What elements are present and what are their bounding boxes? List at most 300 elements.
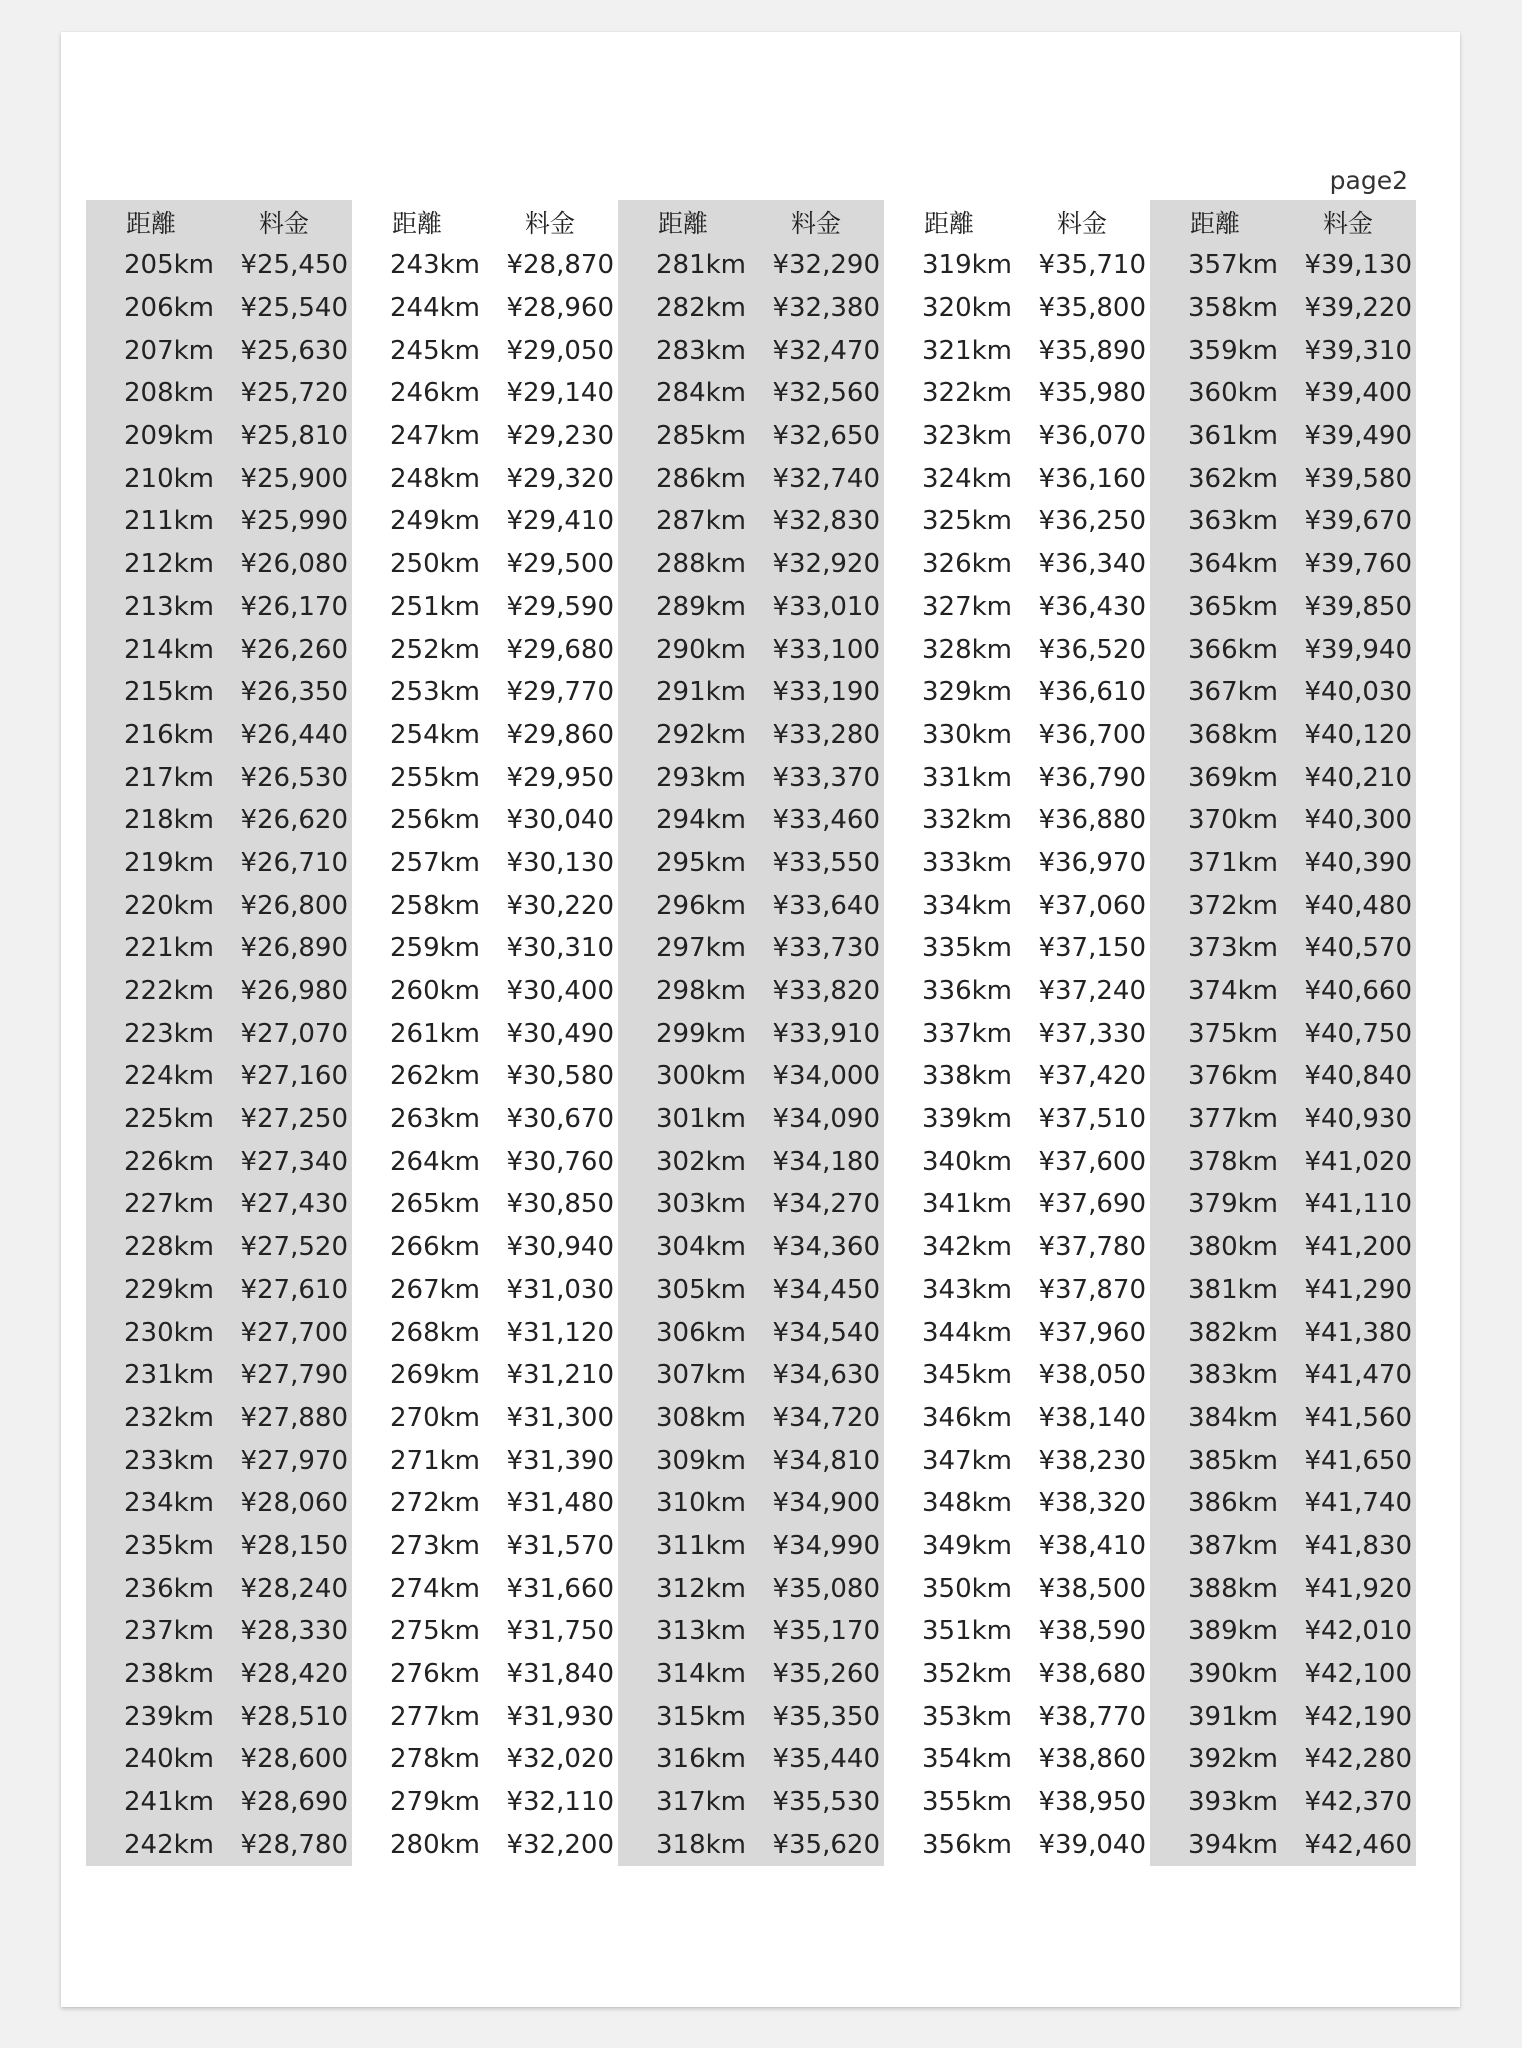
fare-cell: ¥40,930 xyxy=(1304,1104,1412,1135)
distance-cell: 210km xyxy=(123,463,214,494)
distance-cell: 357km xyxy=(1187,250,1278,281)
distance-cell: 270km xyxy=(389,1402,480,1433)
fare-cell: ¥30,310 xyxy=(506,933,614,964)
fare-cell: ¥38,320 xyxy=(1038,1488,1146,1519)
distance-header: 距離 xyxy=(126,209,177,238)
fare-cell: ¥27,610 xyxy=(240,1274,348,1305)
table-row xyxy=(884,884,1150,927)
distance-cell: 324km xyxy=(921,463,1012,494)
distance-cell: 272km xyxy=(389,1488,480,1519)
distance-header: 距離 xyxy=(924,209,975,238)
table-row xyxy=(86,1055,352,1098)
fare-cell: ¥30,400 xyxy=(506,976,614,1007)
table-row xyxy=(884,1183,1150,1226)
distance-cell: 368km xyxy=(1187,719,1278,750)
fare-cell: ¥40,300 xyxy=(1304,805,1412,836)
table-row xyxy=(618,842,884,885)
distance-cell: 228km xyxy=(123,1232,214,1263)
distance-cell: 253km xyxy=(389,677,480,708)
fare-cell: ¥25,450 xyxy=(240,250,348,281)
distance-cell: 303km xyxy=(655,1189,746,1220)
fare-cell: ¥36,430 xyxy=(1038,591,1146,622)
table-row xyxy=(352,1439,618,1482)
table-row xyxy=(618,671,884,714)
fare-cell: ¥35,350 xyxy=(772,1701,880,1732)
distance-cell: 257km xyxy=(389,847,480,878)
table-row xyxy=(618,714,884,757)
table-row xyxy=(618,1781,884,1824)
distance-cell: 356km xyxy=(921,1829,1012,1860)
distance-header: 距離 xyxy=(658,209,709,238)
fare-cell: ¥31,210 xyxy=(506,1360,614,1391)
distance-cell: 333km xyxy=(921,847,1012,878)
fare-cell: ¥41,830 xyxy=(1304,1530,1412,1561)
distance-cell: 361km xyxy=(1187,421,1278,452)
table-row xyxy=(352,1226,618,1269)
table-row xyxy=(1150,1012,1416,1055)
fare-cell: ¥36,340 xyxy=(1038,549,1146,580)
fare-cell: ¥27,520 xyxy=(240,1232,348,1263)
distance-cell: 376km xyxy=(1187,1061,1278,1092)
fare-cell: ¥38,860 xyxy=(1038,1744,1146,1775)
table-row xyxy=(1150,1439,1416,1482)
distance-cell: 217km xyxy=(123,762,214,793)
table-row xyxy=(884,1311,1150,1354)
fare-cell: ¥35,080 xyxy=(772,1573,880,1604)
fare-cell: ¥33,280 xyxy=(772,719,880,750)
fare-cell: ¥34,090 xyxy=(772,1104,880,1135)
fare-cell: ¥31,480 xyxy=(506,1488,614,1519)
distance-cell: 267km xyxy=(389,1274,480,1305)
fare-cell: ¥42,010 xyxy=(1304,1616,1412,1647)
table-row xyxy=(618,1397,884,1440)
fare-cell: ¥41,020 xyxy=(1304,1146,1412,1177)
table-row xyxy=(86,1354,352,1397)
fare-cell: ¥34,000 xyxy=(772,1061,880,1092)
fare-cell: ¥32,020 xyxy=(506,1744,614,1775)
fare-cell: ¥34,630 xyxy=(772,1360,880,1391)
table-row xyxy=(352,415,618,458)
fare-cell: ¥34,180 xyxy=(772,1146,880,1177)
table-row xyxy=(352,1610,618,1653)
distance-cell: 367km xyxy=(1187,677,1278,708)
table-row xyxy=(884,1140,1150,1183)
table-row xyxy=(618,415,884,458)
fare-cell: ¥28,510 xyxy=(240,1701,348,1732)
distance-cell: 283km xyxy=(655,335,746,366)
distance-cell: 216km xyxy=(123,719,214,750)
table-row xyxy=(884,1354,1150,1397)
table-row xyxy=(86,970,352,1013)
distance-cell: 261km xyxy=(389,1018,480,1049)
fare-cell: ¥38,230 xyxy=(1038,1445,1146,1476)
fare-cell: ¥35,440 xyxy=(772,1744,880,1775)
fare-cell: ¥28,960 xyxy=(506,293,614,324)
table-row xyxy=(884,1610,1150,1653)
distance-cell: 255km xyxy=(389,762,480,793)
fare-cell: ¥27,250 xyxy=(240,1104,348,1135)
distance-cell: 342km xyxy=(921,1232,1012,1263)
fare-cell: ¥32,830 xyxy=(772,506,880,537)
distance-cell: 281km xyxy=(655,250,746,281)
table-row xyxy=(86,244,352,287)
distance-cell: 366km xyxy=(1187,634,1278,665)
distance-cell: 223km xyxy=(123,1018,214,1049)
table-row xyxy=(1150,628,1416,671)
table-row xyxy=(1150,1738,1416,1781)
table-row xyxy=(86,287,352,330)
table-row xyxy=(86,756,352,799)
table-row xyxy=(352,671,618,714)
fare-cell: ¥41,290 xyxy=(1304,1274,1412,1305)
fare-cell: ¥27,700 xyxy=(240,1317,348,1348)
table-row xyxy=(884,628,1150,671)
distance-cell: 334km xyxy=(921,890,1012,921)
distance-cell: 207km xyxy=(123,335,214,366)
distance-cell: 306km xyxy=(655,1317,746,1348)
table-row xyxy=(352,1781,618,1824)
table-row xyxy=(618,1567,884,1610)
table-row xyxy=(884,586,1150,629)
fare-cell: ¥30,760 xyxy=(506,1146,614,1177)
fare-cell: ¥39,400 xyxy=(1304,378,1412,409)
distance-cell: 293km xyxy=(655,762,746,793)
distance-cell: 242km xyxy=(123,1829,214,1860)
distance-cell: 393km xyxy=(1187,1787,1278,1818)
distance-cell: 383km xyxy=(1187,1360,1278,1391)
fare-cell: ¥36,880 xyxy=(1038,805,1146,836)
table-row xyxy=(884,1439,1150,1482)
fare-cell: ¥30,670 xyxy=(506,1104,614,1135)
fare-cell: ¥41,470 xyxy=(1304,1360,1412,1391)
fare-cell: ¥40,210 xyxy=(1304,762,1412,793)
table-row xyxy=(1150,671,1416,714)
table-row xyxy=(1150,586,1416,629)
table-row xyxy=(884,1823,1150,1866)
distance-cell: 378km xyxy=(1187,1146,1278,1177)
distance-cell: 206km xyxy=(123,293,214,324)
table-row xyxy=(1150,1653,1416,1696)
distance-cell: 246km xyxy=(389,378,480,409)
distance-cell: 323km xyxy=(921,421,1012,452)
distance-cell: 313km xyxy=(655,1616,746,1647)
distance-cell: 279km xyxy=(389,1787,480,1818)
distance-cell: 348km xyxy=(921,1488,1012,1519)
distance-cell: 212km xyxy=(123,549,214,580)
fare-cell: ¥32,650 xyxy=(772,421,880,452)
distance-cell: 363km xyxy=(1187,506,1278,537)
distance-cell: 382km xyxy=(1187,1317,1278,1348)
distance-cell: 219km xyxy=(123,847,214,878)
fare-cell: ¥26,080 xyxy=(240,549,348,580)
distance-header: 距離 xyxy=(1190,209,1241,238)
table-row xyxy=(884,1098,1150,1141)
distance-cell: 319km xyxy=(921,250,1012,281)
distance-cell: 292km xyxy=(655,719,746,750)
fare-cell: ¥31,840 xyxy=(506,1659,614,1690)
distance-cell: 285km xyxy=(655,421,746,452)
distance-cell: 354km xyxy=(921,1744,1012,1775)
fare-cell: ¥37,510 xyxy=(1038,1104,1146,1135)
distance-cell: 311km xyxy=(655,1530,746,1561)
fare-cell: ¥38,950 xyxy=(1038,1787,1146,1818)
distance-cell: 305km xyxy=(655,1274,746,1305)
distance-cell: 351km xyxy=(921,1616,1012,1647)
fare-cell: ¥40,570 xyxy=(1304,933,1412,964)
table-row xyxy=(1150,927,1416,970)
distance-cell: 371km xyxy=(1187,847,1278,878)
fare-cell: ¥27,070 xyxy=(240,1018,348,1049)
distance-cell: 260km xyxy=(389,976,480,1007)
fare-cell: ¥27,970 xyxy=(240,1445,348,1476)
table-row xyxy=(1150,1695,1416,1738)
table-row xyxy=(352,457,618,500)
fare-cell: ¥34,450 xyxy=(772,1274,880,1305)
distance-cell: 322km xyxy=(921,378,1012,409)
table-row xyxy=(352,586,618,629)
fare-cell: ¥31,120 xyxy=(506,1317,614,1348)
fare-cell: ¥41,740 xyxy=(1304,1488,1412,1519)
fare-cell: ¥40,660 xyxy=(1304,976,1412,1007)
distance-cell: 282km xyxy=(655,293,746,324)
table-row xyxy=(884,1482,1150,1525)
table-row xyxy=(884,1055,1150,1098)
table-row xyxy=(1150,1823,1416,1866)
table-row xyxy=(86,329,352,372)
fare-cell: ¥42,370 xyxy=(1304,1787,1412,1818)
distance-cell: 380km xyxy=(1187,1232,1278,1263)
fare-cell: ¥37,780 xyxy=(1038,1232,1146,1263)
table-row xyxy=(1150,1525,1416,1568)
distance-cell: 307km xyxy=(655,1360,746,1391)
distance-cell: 264km xyxy=(389,1146,480,1177)
fare-cell: ¥37,150 xyxy=(1038,933,1146,964)
distance-cell: 346km xyxy=(921,1402,1012,1433)
table-row xyxy=(1150,457,1416,500)
distance-cell: 243km xyxy=(389,250,480,281)
table-row xyxy=(86,1695,352,1738)
table-row xyxy=(352,1823,618,1866)
distance-cell: 244km xyxy=(389,293,480,324)
distance-cell: 251km xyxy=(389,591,480,622)
fare-cell: ¥26,710 xyxy=(240,847,348,878)
distance-cell: 310km xyxy=(655,1488,746,1519)
distance-cell: 278km xyxy=(389,1744,480,1775)
table-row xyxy=(884,714,1150,757)
distance-cell: 238km xyxy=(123,1659,214,1690)
fare-cell: ¥40,120 xyxy=(1304,719,1412,750)
fare-cell: ¥41,380 xyxy=(1304,1317,1412,1348)
table-row xyxy=(884,927,1150,970)
table-row xyxy=(352,1695,618,1738)
table-row xyxy=(86,1226,352,1269)
fare-cell: ¥26,350 xyxy=(240,677,348,708)
fare-cell: ¥29,770 xyxy=(506,677,614,708)
fare-cell: ¥32,200 xyxy=(506,1829,614,1860)
table-row xyxy=(352,927,618,970)
fare-cell: ¥39,670 xyxy=(1304,506,1412,537)
page-number-label: page2 xyxy=(1329,166,1408,195)
table-row xyxy=(86,1397,352,1440)
distance-cell: 245km xyxy=(389,335,480,366)
table-row xyxy=(618,1098,884,1141)
distance-cell: 265km xyxy=(389,1189,480,1220)
distance-cell: 220km xyxy=(123,890,214,921)
fare-cell: ¥39,490 xyxy=(1304,421,1412,452)
table-row xyxy=(884,842,1150,885)
fare-cell: ¥27,880 xyxy=(240,1402,348,1433)
table-row xyxy=(86,628,352,671)
fare-column-group xyxy=(1150,200,1416,1866)
table-row xyxy=(86,1738,352,1781)
distance-cell: 237km xyxy=(123,1616,214,1647)
fare-cell: ¥36,700 xyxy=(1038,719,1146,750)
distance-cell: 300km xyxy=(655,1061,746,1092)
table-row xyxy=(352,329,618,372)
fare-cell: ¥33,730 xyxy=(772,933,880,964)
distance-cell: 262km xyxy=(389,1061,480,1092)
distance-cell: 392km xyxy=(1187,1744,1278,1775)
fare-cell: ¥25,720 xyxy=(240,378,348,409)
distance-cell: 277km xyxy=(389,1701,480,1732)
fare-cell: ¥39,850 xyxy=(1304,591,1412,622)
fare-cell: ¥29,320 xyxy=(506,463,614,494)
table-row xyxy=(1150,1397,1416,1440)
fare-cell: ¥34,900 xyxy=(772,1488,880,1519)
table-row xyxy=(1150,842,1416,885)
fare-cell: ¥28,870 xyxy=(506,250,614,281)
distance-cell: 343km xyxy=(921,1274,1012,1305)
table-row xyxy=(1150,1226,1416,1269)
fare-cell: ¥32,290 xyxy=(772,250,880,281)
distance-cell: 297km xyxy=(655,933,746,964)
table-row xyxy=(86,1439,352,1482)
table-row xyxy=(618,1055,884,1098)
distance-cell: 394km xyxy=(1187,1829,1278,1860)
distance-cell: 224km xyxy=(123,1061,214,1092)
table-row xyxy=(1150,714,1416,757)
fare-cell: ¥30,490 xyxy=(506,1018,614,1049)
table-row xyxy=(86,500,352,543)
distance-cell: 273km xyxy=(389,1530,480,1561)
fare-cell: ¥26,440 xyxy=(240,719,348,750)
fare-cell: ¥28,150 xyxy=(240,1530,348,1561)
table-row xyxy=(884,457,1150,500)
fare-cell: ¥31,930 xyxy=(506,1701,614,1732)
table-row xyxy=(884,1269,1150,1312)
table-row xyxy=(1150,415,1416,458)
distance-cell: 315km xyxy=(655,1701,746,1732)
table-row xyxy=(884,244,1150,287)
table-row xyxy=(618,1183,884,1226)
fare-cell: ¥40,840 xyxy=(1304,1061,1412,1092)
fare-cell: ¥39,310 xyxy=(1304,335,1412,366)
fare-cell: ¥29,410 xyxy=(506,506,614,537)
table-row xyxy=(618,500,884,543)
distance-cell: 289km xyxy=(655,591,746,622)
distance-cell: 331km xyxy=(921,762,1012,793)
fare-cell: ¥41,920 xyxy=(1304,1573,1412,1604)
fare-cell: ¥41,560 xyxy=(1304,1402,1412,1433)
fare-cell: ¥37,240 xyxy=(1038,976,1146,1007)
table-row xyxy=(86,1567,352,1610)
distance-cell: 301km xyxy=(655,1104,746,1135)
distance-cell: 386km xyxy=(1187,1488,1278,1519)
table-row xyxy=(86,1183,352,1226)
fare-cell: ¥40,030 xyxy=(1304,677,1412,708)
fare-cell: ¥35,170 xyxy=(772,1616,880,1647)
distance-cell: 215km xyxy=(123,677,214,708)
distance-cell: 258km xyxy=(389,890,480,921)
table-row xyxy=(618,1653,884,1696)
fare-cell: ¥32,380 xyxy=(772,293,880,324)
table-row xyxy=(884,543,1150,586)
fare-cell: ¥28,420 xyxy=(240,1659,348,1690)
table-row xyxy=(618,970,884,1013)
fare-cell: ¥25,630 xyxy=(240,335,348,366)
column-header-row xyxy=(1150,200,1416,244)
distance-cell: 249km xyxy=(389,506,480,537)
distance-cell: 326km xyxy=(921,549,1012,580)
fare-cell: ¥39,760 xyxy=(1304,549,1412,580)
distance-cell: 235km xyxy=(123,1530,214,1561)
fare-cell: ¥28,060 xyxy=(240,1488,348,1519)
table-row xyxy=(1150,1140,1416,1183)
table-row xyxy=(352,1397,618,1440)
distance-cell: 234km xyxy=(123,1488,214,1519)
table-row xyxy=(352,1098,618,1141)
distance-cell: 288km xyxy=(655,549,746,580)
table-row xyxy=(1150,1610,1416,1653)
table-row xyxy=(618,244,884,287)
fare-cell: ¥37,690 xyxy=(1038,1189,1146,1220)
table-row xyxy=(618,543,884,586)
distance-cell: 330km xyxy=(921,719,1012,750)
table-row xyxy=(1150,543,1416,586)
fare-cell: ¥25,810 xyxy=(240,421,348,452)
distance-cell: 233km xyxy=(123,1445,214,1476)
fare-cell: ¥27,340 xyxy=(240,1146,348,1177)
table-row xyxy=(352,970,618,1013)
table-row xyxy=(618,1140,884,1183)
distance-cell: 290km xyxy=(655,634,746,665)
table-row xyxy=(86,927,352,970)
table-row xyxy=(618,1695,884,1738)
fare-cell: ¥30,220 xyxy=(506,890,614,921)
distance-cell: 284km xyxy=(655,378,746,409)
fare-cell: ¥39,580 xyxy=(1304,463,1412,494)
table-row xyxy=(352,1269,618,1312)
table-row xyxy=(1150,884,1416,927)
table-row xyxy=(352,500,618,543)
distance-cell: 372km xyxy=(1187,890,1278,921)
distance-cell: 308km xyxy=(655,1402,746,1433)
fare-cell: ¥28,330 xyxy=(240,1616,348,1647)
table-row xyxy=(1150,500,1416,543)
distance-cell: 205km xyxy=(123,250,214,281)
fare-cell: ¥30,580 xyxy=(506,1061,614,1092)
fare-cell: ¥25,990 xyxy=(240,506,348,537)
table-row xyxy=(86,1269,352,1312)
distance-cell: 296km xyxy=(655,890,746,921)
table-row xyxy=(884,756,1150,799)
fare-cell: ¥34,270 xyxy=(772,1189,880,1220)
distance-cell: 241km xyxy=(123,1787,214,1818)
distance-header: 距離 xyxy=(392,209,443,238)
table-row xyxy=(86,842,352,885)
table-row xyxy=(352,628,618,671)
fare-cell: ¥25,540 xyxy=(240,293,348,324)
